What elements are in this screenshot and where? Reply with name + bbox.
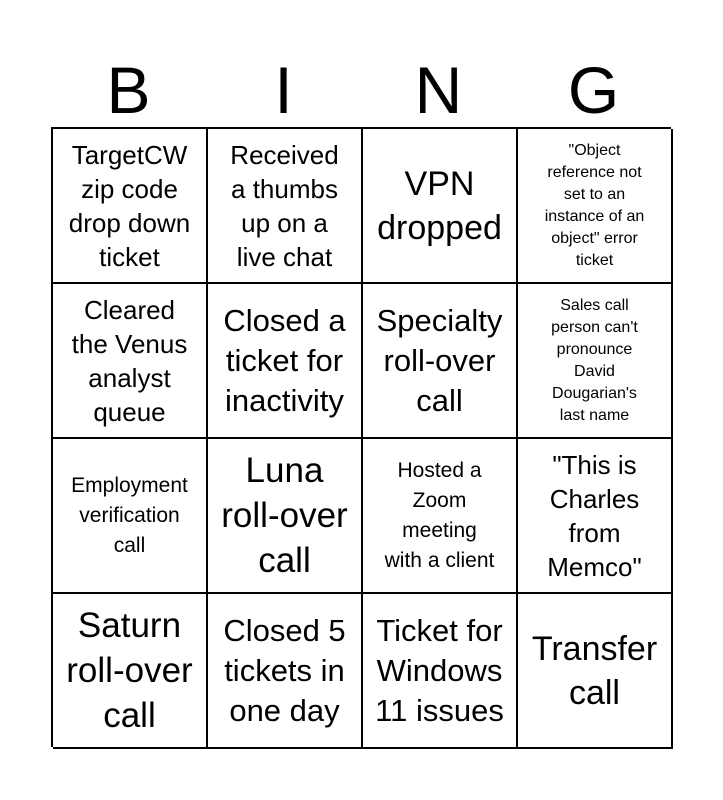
bingo-cell[interactable] bbox=[518, 129, 673, 284]
bingo-header bbox=[51, 52, 671, 128]
bingo-cell[interactable] bbox=[208, 439, 363, 594]
cell-text: Specialty roll-over call bbox=[376, 302, 503, 418]
header-letter-i: I bbox=[274, 53, 293, 127]
bingo-cell[interactable] bbox=[208, 129, 363, 284]
bingo-cell[interactable] bbox=[518, 284, 673, 439]
bingo-cell[interactable] bbox=[363, 594, 518, 749]
cell-text: Received a thumbs up on a live chat bbox=[230, 139, 339, 272]
cell-text: Luna roll-over call bbox=[221, 451, 348, 580]
cell-text: Sales call person can't pronounce David Dougarian's last name bbox=[551, 296, 638, 424]
cell-text: "This is Charles from Memco" bbox=[547, 449, 642, 582]
cell-text: Closed a ticket for inactivity bbox=[223, 302, 346, 418]
bingo-cell[interactable] bbox=[53, 439, 208, 594]
cell-text: Ticket for Windows 11 issues bbox=[375, 612, 504, 728]
bingo-cell[interactable] bbox=[363, 129, 518, 284]
cell-text: TargetCW zip code drop down ticket bbox=[68, 139, 191, 272]
bingo-board bbox=[51, 127, 671, 747]
header-letter-n: N bbox=[414, 53, 463, 127]
cell-text: Hosted a Zoom meeting with a client bbox=[384, 458, 495, 572]
cell-text: VPN dropped bbox=[377, 164, 502, 247]
cell-text: Closed 5 tickets in one day bbox=[223, 612, 346, 728]
cell-text: Transfer call bbox=[531, 629, 658, 712]
bingo-cell[interactable] bbox=[518, 439, 673, 594]
header-letter-g: G bbox=[567, 53, 620, 127]
bingo-cell[interactable] bbox=[208, 284, 363, 439]
bingo-cell[interactable] bbox=[53, 594, 208, 749]
cell-text: Employment verification call bbox=[71, 473, 188, 557]
bingo-cell[interactable] bbox=[363, 284, 518, 439]
cell-text: Saturn roll-over call bbox=[66, 606, 193, 735]
bingo-cell[interactable] bbox=[53, 129, 208, 284]
header-letter-b: B bbox=[106, 53, 151, 127]
cell-text: Cleared the Venus analyst queue bbox=[71, 294, 188, 427]
bingo-cell[interactable] bbox=[53, 284, 208, 439]
bingo-cell[interactable] bbox=[363, 439, 518, 594]
bingo-cell[interactable] bbox=[208, 594, 363, 749]
bingo-cell[interactable] bbox=[518, 594, 673, 749]
cell-text: "Object reference not set to an instance of an object" error ticket bbox=[544, 141, 645, 269]
